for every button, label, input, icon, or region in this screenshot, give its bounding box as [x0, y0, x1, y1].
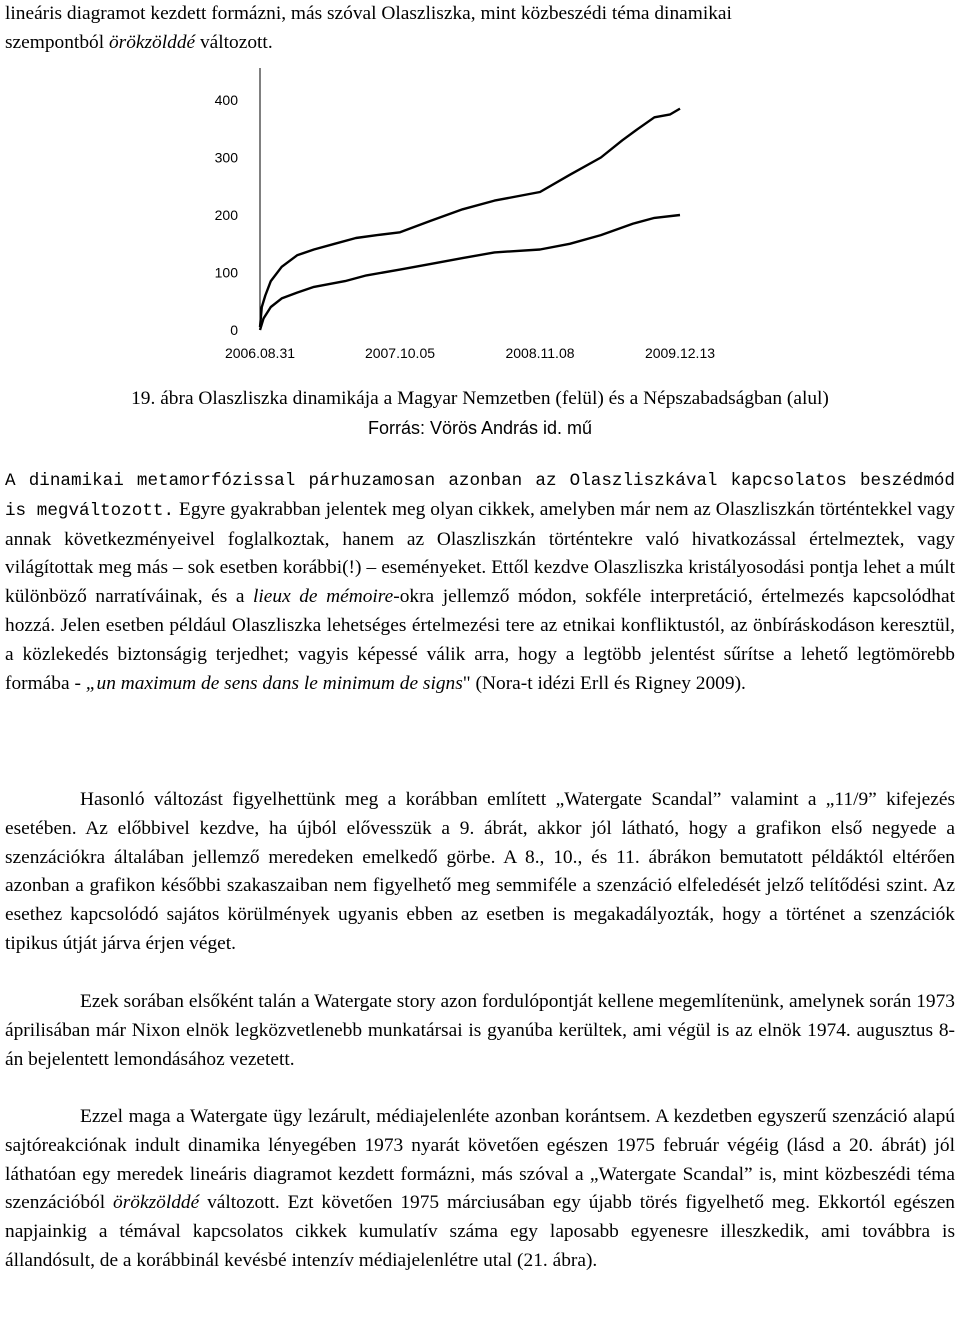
series-line-1 — [260, 109, 680, 328]
figure-source — [0, 418, 960, 439]
body-paragraph-3: Ezek sorában elsőként talán a Watergate story azon fordulópontját kellene megemlítenünk, amelynek során 1973 áprilisában már Nixon elnök legközvetlenebb munkatársai is gyanúba kerültek, ami végül is az elnök 1974. augusztus 8-án bejelentett lemondásához vezetett. — [5, 991, 955, 1070]
x-tick-label: 2007.10.05 — [364, 345, 436, 361]
series-line-2 — [260, 215, 680, 330]
p1-rest-a: Egyre gyakrabban jelentek meg olyan cikkek, amelyben már nem az Olaszliszkán történtekkel vagy annak következményeivel foglalkoztak, hanem az Olaszliszkán történtekre való hivatkozással értelmeztek, vagy világítottak meg más – sok esetben korábbi(!) – eseményeket. Ettől kezdve Olaszliszka kristályosodási pontja lehet a múlt különböző narratíváinak, és a — [5, 498, 955, 608]
top-line-1: lineáris diagramot kezdett formázni, más szóval Olaszliszka, mint közbeszédi téma dinamikai — [5, 3, 732, 24]
y-tick-label: 0 — [230, 322, 238, 338]
y-tick-label: 100 — [214, 264, 238, 281]
body-paragraph-1 — [5, 466, 955, 698]
chart-tick-labels — [215, 92, 716, 361]
p1-italic-1: lieux de mémoire — [253, 586, 394, 608]
body-paragraph-4 — [5, 1103, 955, 1276]
p1-mono: A dinamikai metamorfózissal párhuzamosan azonban az Olaszliszkával kapcsolatos beszédmód is megváltozott. — [5, 471, 955, 521]
p1-rest-b: -okra jellemző módon, sokféle interpretáció, értelmezés kapcsolódhat hozzá. Jelen esetben például Olaszliszka lehetséges értelmezési tere az etnikai konfliktustól, az önbíráskodáson keresztül, a közlekedés biztonságig terjedhet; vagyis képessé válik arra, hogy a legtöbb jelentést sűrítse a lehető legtömörebb formába - — [5, 586, 955, 694]
p1-rest-c: " (Nora-t idézi Erll és Rigney 2009). — [462, 672, 746, 694]
chart-series-group — [260, 109, 680, 330]
x-tick-label: 2008.11.08 — [505, 345, 575, 361]
figure-source-text: Forrás: Vörös András id. mű — [367, 418, 593, 438]
top-line-2-italic: örökzölddé — [108, 31, 196, 53]
top-paragraph — [5, 0, 955, 58]
y-tick-label: 200 — [214, 207, 238, 223]
y-tick-label: 400 — [214, 92, 238, 108]
p4-text-a: Ezzel maga a Watergate ügy lezárult, médiajelenléte azonban korántsem. A kezdetben egyszerű szenzáció alapú sajtóreakciónak indult dinamika lényegében 1973 nyarát követően egészen 1975 február végéig (lásd a 20. ábrát) jól láthatóan egy meredek lineáris diagramot kezdett formázni, más szóval a „Watergate Scandal” is, mint közbeszédi téma szenzációból — [5, 1106, 955, 1214]
figure-caption: 19. ábra Olaszliszka dinamikája a Magyar Nemzetben (felül) és a Népszabadságban (alul) — [131, 388, 829, 409]
top-line-2-pre: szempontból — [5, 31, 109, 53]
x-tick-label: 2006.08.31 — [224, 345, 296, 361]
p4-italic: örökzölddé — [113, 1192, 200, 1214]
figure-19-chart — [200, 60, 760, 380]
x-tick-label: 2009.12.13 — [644, 345, 716, 361]
y-tick-label: 300 — [214, 149, 238, 166]
top-line-2-post: változott. — [195, 31, 273, 53]
body-paragraph-2: Hasonló változást figyelhettünk meg a korábban említett „Watergate Scandal” valamint a „11/9” kifejezés esetében. Az előbbivel kezdve, ha újból elővesszük a 9. ábrát, akkor jól látható, hogy a grafikon első negyede a szenzációkra általában jellemző meredeken emelkedő görbe. A 8., 10., és 11. ábrákon bemutatott példáktól eltérően azonban a grafikon későbbi szakaszaiban nem figyelhető meg semmiféle a szenzáció elfeledését jelző telítődési szint. Az esethez kapcsolódó sajátos körülmények ugyanis ebben az esetben is megakadályozták, hogy a történet a szenzációk tipikus útját járva érjen véget. — [5, 789, 955, 954]
p1-italic-2: „un maximum de sens dans le minimum de signs — [85, 672, 463, 694]
p4-text-b: változott. Ezt követően 1975 márciusában egy újabb törés figyelhető meg. Ekkortól egészen napjainkig a témával kapcsolatos cikkek kumulatív száma egy laposabb egyenesre illeszkedik, ami továbbra is állandósult, de a korábbinál kevésbé intenzív médiajelenlétre utal (21. ábra). — [5, 1192, 956, 1271]
chart-svg — [200, 60, 760, 380]
